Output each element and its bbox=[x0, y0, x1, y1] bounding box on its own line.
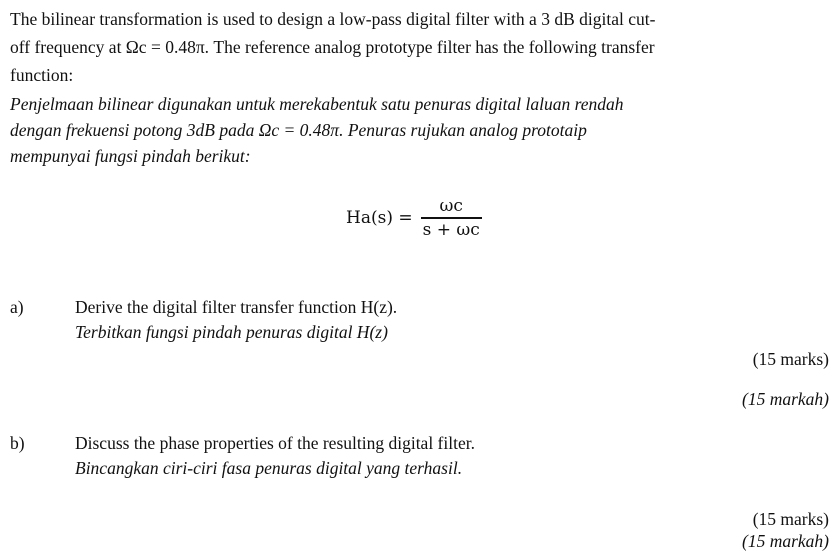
intro-ms-line-2: dengan frekuensi potong 3dB pada Ωc = 0.48π. Penuras rujukan analog prototaip bbox=[10, 120, 587, 140]
intro-ms-line-1: Penjelmaan bilinear digunakan untuk merekabentuk satu penuras digital laluan rendah bbox=[10, 94, 624, 114]
question-b-marks-ms: (15 markah) bbox=[742, 531, 829, 551]
question-b-marks-en: (15 marks) bbox=[752, 509, 829, 529]
question-a-marks-en: (15 marks) bbox=[752, 349, 829, 369]
question-a-marks-ms: (15 markah) bbox=[742, 389, 829, 409]
intro-en-line-2: off frequency at Ωc = 0.48π. The reference analog prototype filter has the following transfer bbox=[10, 37, 655, 57]
formula-lhs: Ha(s) = bbox=[346, 208, 413, 228]
question-b-text-ms: Bincangkan ciri-ciri fasa penuras digital yang terhasil. bbox=[75, 458, 463, 478]
formula-numerator: ωc bbox=[439, 196, 463, 217]
formula-fraction bbox=[421, 195, 482, 240]
question-b-text-en: Discuss the phase properties of the resulting digital filter. bbox=[75, 433, 475, 453]
transfer-function-formula bbox=[346, 190, 482, 246]
formula-denominator: s + ωc bbox=[422, 219, 480, 240]
question-a-text-ms: Terbitkan fungsi pindah penuras digital H(z) bbox=[75, 322, 388, 342]
question-a-label: a) bbox=[10, 297, 24, 317]
question-b-label: b) bbox=[10, 433, 25, 453]
intro-en-line-1: The bilinear transformation is used to design a low-pass digital filter with a 3 dB digital cut- bbox=[10, 9, 656, 29]
intro-ms-line-3: mempunyai fungsi pindah berikut: bbox=[10, 146, 251, 166]
question-a-text-en: Derive the digital filter transfer function H(z). bbox=[75, 297, 398, 317]
intro-en-line-3: function: bbox=[10, 65, 74, 85]
